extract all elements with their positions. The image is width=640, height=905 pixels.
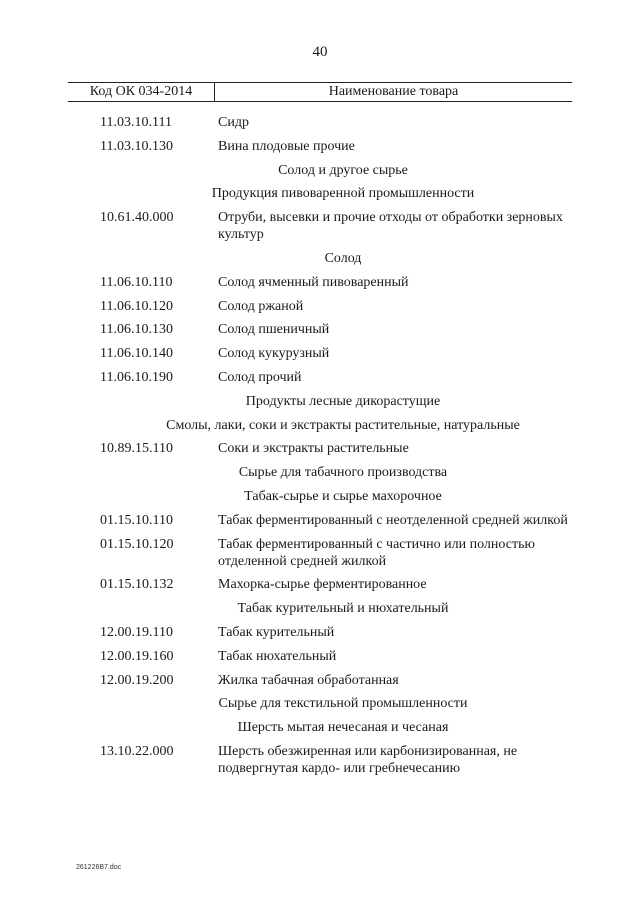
table-header xyxy=(68,82,572,102)
table-row xyxy=(0,209,640,243)
table-row xyxy=(0,274,640,291)
section-heading: Шерсть мытая нечесаная и чесаная xyxy=(237,720,449,736)
product-code: 10.89.15.110 xyxy=(100,441,173,457)
product-name: Табак ферментированный с частично или полностью отделенной средней жилкой xyxy=(218,536,535,569)
table-row xyxy=(0,672,640,689)
table-row xyxy=(0,512,640,529)
product-name: Отруби, высевки и прочие отходы от обработки зерновых культур xyxy=(218,210,563,243)
section-heading: Табак курительный и нюхательный xyxy=(237,601,449,617)
product-name: Шерсть обезжиренная или карбонизированная, не подвергнутая кардо- или гребнечесанию xyxy=(218,743,518,776)
product-name: Солод прочий xyxy=(218,369,302,385)
table-row xyxy=(0,536,640,570)
product-code: 13.10.22.000 xyxy=(100,743,174,759)
product-code: 12.00.19.110 xyxy=(100,624,173,640)
product-name: Солод ржаной xyxy=(218,298,304,314)
table-row xyxy=(0,576,640,593)
product-code: 11.06.10.120 xyxy=(100,298,173,314)
page-number: 40 xyxy=(312,44,328,60)
product-code: 01.15.10.110 xyxy=(100,512,173,528)
product-name: Вина плодовые прочие xyxy=(218,138,355,154)
product-name: Табак ферментированный с неотделенной средней жилкой xyxy=(218,512,568,528)
product-code: 01.15.10.132 xyxy=(100,577,174,593)
product-code: 11.06.10.130 xyxy=(100,322,173,338)
product-code: 11.06.10.190 xyxy=(100,369,173,385)
product-name: Табак нюхательный xyxy=(218,648,337,664)
section-heading: Сырье для текстильной промышленности xyxy=(218,696,468,712)
table-row xyxy=(0,440,640,457)
section-heading: Табак-сырье и сырье махорочное xyxy=(244,488,442,504)
product-code: 01.15.10.120 xyxy=(100,536,174,552)
table-row xyxy=(0,321,640,338)
table-row xyxy=(0,345,640,362)
table-row xyxy=(0,648,640,665)
product-name: Соки и экстракты растительные xyxy=(218,441,409,457)
table-body xyxy=(0,114,640,784)
section-heading: Сырье для табачного производства xyxy=(238,465,448,481)
section-heading: Солод xyxy=(324,250,362,266)
name-column-header: Наименование товара xyxy=(328,84,459,99)
product-name: Солод пшеничный xyxy=(218,322,330,338)
product-name: Сидр xyxy=(218,115,249,130)
product-code: 12.00.19.200 xyxy=(100,672,174,688)
table-row xyxy=(0,624,640,641)
product-code: 11.06.10.140 xyxy=(100,346,173,362)
product-code: 11.03.10.130 xyxy=(100,138,173,154)
product-code: 11.06.10.110 xyxy=(100,274,173,290)
product-code: 10.61.40.000 xyxy=(100,210,174,226)
section-heading: Продукты лесные дикорастущие xyxy=(245,393,441,409)
section-heading: Смолы, лаки, соки и экстракты растительные, натуральные xyxy=(166,417,520,433)
code-column-header: Код ОК 034-2014 xyxy=(68,83,215,101)
footer-file-name: 261226B7.doc xyxy=(76,864,122,871)
product-name: Солод кукурузный xyxy=(218,346,330,362)
product-name: Махорка-сырье ферментированное xyxy=(218,577,427,593)
table-row xyxy=(0,114,640,131)
section-heading: Продукция пивоваренной промышленности xyxy=(211,186,475,202)
product-code: 11.03.10.111 xyxy=(100,115,172,130)
product-name: Жилка табачная обработанная xyxy=(218,672,399,688)
product-name: Солод ячменный пивоваренный xyxy=(218,274,409,290)
table-row xyxy=(0,743,640,777)
product-name: Табак курительный xyxy=(218,624,335,640)
table-row xyxy=(0,138,640,155)
product-code: 12.00.19.160 xyxy=(100,648,174,664)
table-row xyxy=(0,369,640,386)
section-heading: Солод и другое сырье xyxy=(278,162,408,178)
table-row xyxy=(0,298,640,315)
